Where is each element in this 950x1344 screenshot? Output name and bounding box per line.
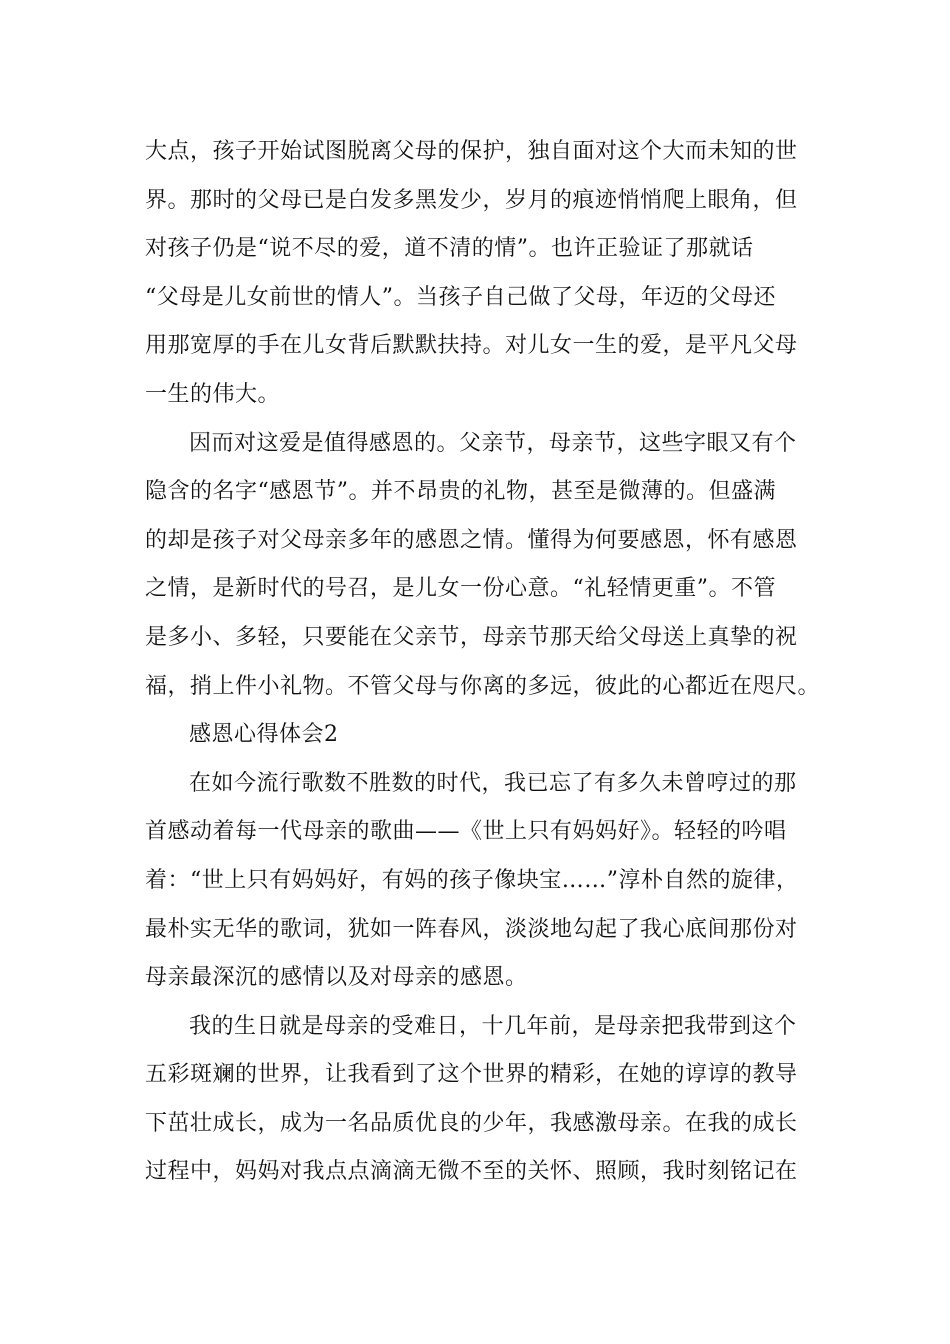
text-line: 着：“世上只有妈妈好，有妈的孩子像块宝……”淳朴自然的旋律， (145, 867, 799, 893)
text-line: 在如今流行歌数不胜数的时代，我已忘了有多久未曾哼过的那 (189, 770, 797, 796)
text-line: 首感动着每一代母亲的歌曲——《世上只有妈妈好》。轻轻的吟唱 (145, 819, 787, 845)
text-line: 福，捎上件小礼物。不管父母与你离的多远，彼此的心都近在咫尺。 (145, 673, 821, 699)
text-line: 我的生日就是母亲的受难日，十几年前，是母亲把我带到这个 (189, 1013, 797, 1039)
text-line: 是多小、多轻，只要能在父亲节，母亲节那天给父母送上真挚的祝 (145, 624, 798, 650)
text-line: 大点，孩子开始试图脱离父母的保护，独自面对这个大而未知的世 (145, 139, 798, 164)
text-line: 过程中，妈妈对我点点滴滴无微不至的关怀、照顾，我时刻铭记在 (145, 1159, 798, 1185)
text-line: 的却是孩子对父母亲多年的感恩之情。懂得为何要感恩，怀有感恩 (145, 527, 798, 553)
text-line: “父母是儿女前世的情人”。当孩子自己做了父母，年迈的父母还 (145, 284, 776, 310)
text-line: 五彩斑斓的世界，让我看到了这个世界的精彩，在她的谆谆的教导 (145, 1062, 798, 1088)
section-heading: 感恩心得体会2 (189, 722, 339, 748)
text-line: 之情，是新时代的号召，是儿女一份心意。“礼轻情更重”。不管 (145, 576, 776, 602)
text-line: 用那宽厚的手在儿女背后默默扶持。对儿女一生的爱，是平凡父母 (145, 333, 798, 359)
text-line: 因而对这爱是值得感恩的。父亲节，母亲节，这些字眼又有个 (189, 430, 797, 456)
text-line: 界。那时的父母已是白发多黑发少，岁月的痕迹悄悄爬上眼角，但 (145, 187, 798, 213)
text-line: 一生的伟大。 (145, 381, 281, 407)
text-line: 对孩子仍是“说不尽的爱，道不清的情”。也许正验证了那就话 (145, 236, 754, 262)
body-text (145, 128, 825, 1197)
text-line: 母亲最深沉的感情以及对母亲的感恩。 (145, 965, 528, 991)
text-line: 最朴实无华的歌词，犹如一阵春风，淡淡地勾起了我心底间那份对 (145, 916, 798, 942)
text-line: 下茁壮成长，成为一名品质优良的少年，我感激母亲。在我的成长 (145, 1110, 798, 1136)
text-line: 隐含的名字“感恩节”。并不昂贵的礼物，甚至是微薄的。但盛满 (145, 479, 776, 505)
